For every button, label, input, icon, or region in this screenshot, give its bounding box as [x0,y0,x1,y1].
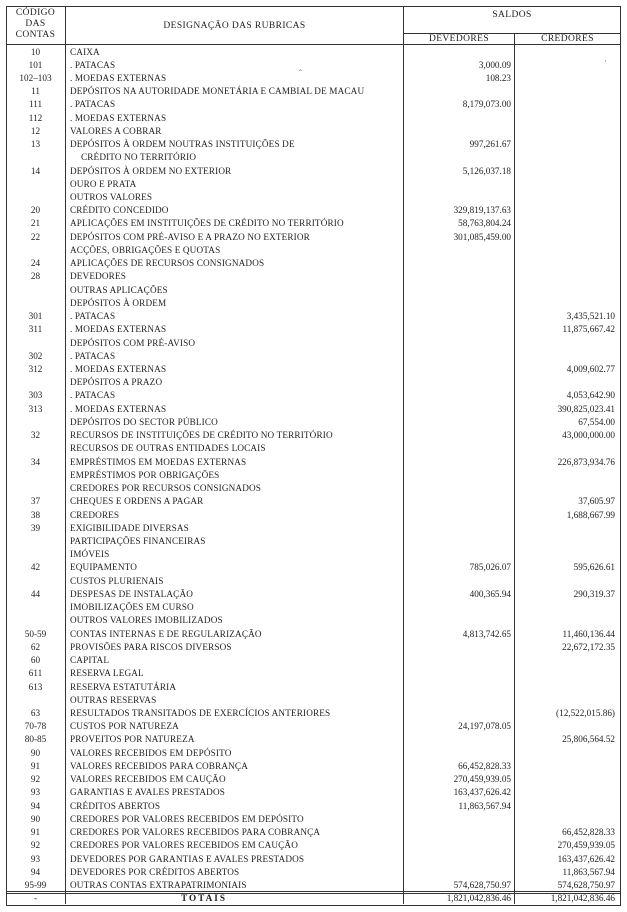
totals-label: TOTAIS [181,893,227,903]
account-designation: IMOBILIZAÇÕES EM CURSO [70,602,194,613]
account-code: 44 [30,588,41,599]
totals-code: - [33,893,38,903]
debit-balance: 108.23 [485,72,511,83]
credit-balance: 66,452,828.33 [562,827,615,838]
account-designation: CUSTOS POR NATUREZA [70,721,179,732]
code-header-line-3: CONTAS [15,30,56,40]
totals-devedores: 1,821,042,836.46 [446,893,511,903]
table-row [6,482,619,495]
account-designation: CAIXA [70,46,100,57]
table-row [6,535,619,548]
account-code: 303 [28,390,43,401]
account-designation: DEPÓSITOS À ORDEM NO EXTERIOR [70,165,232,176]
account-code: 38 [30,509,41,520]
table-row [6,839,619,852]
credit-balance: 37,605.97 [578,496,615,507]
account-designation: CRÉDITO CONCEDIDO [70,205,169,216]
table-row [6,337,619,350]
account-code: 302 [28,350,43,361]
account-designation: RECURSOS DE INSTITUIÇÕES DE CRÉDITO NO TERRITÓRIO [70,430,333,441]
account-designation: CRÉDITOS ABERTOS [70,800,161,811]
code-header [6,8,65,41]
account-code: 12 [30,125,41,136]
account-designation: OUTRAS APLICAÇÕES [70,284,168,295]
account-code: 37 [30,496,41,507]
table-row [6,866,619,879]
account-designation: VALORES A COBRAR [70,125,162,136]
scan-mark: · [604,56,607,66]
account-designation: RESERVA ESTATUTÁRIA [70,681,177,692]
account-designation: DEPÓSITOS COM PRÉ-AVISO E A PRAZO NO EXTERIOR [70,231,310,242]
account-designation: DEVEDORES POR CRÉDITOS ABERTOS [70,866,240,877]
account-code: 93 [30,787,41,798]
table-row [6,59,619,72]
credit-balance: 11,863,567.94 [562,866,615,877]
account-designation: CRÉDITO NO TERRITÓRIO [81,152,197,163]
credit-balance: 270,459,939.05 [557,840,615,851]
account-designation: OUTRAS RESERVAS [70,694,157,705]
debit-balance: 270,459,939.05 [453,774,511,785]
debit-balance: 11,863,567.94 [458,800,511,811]
account-designation: CAPITAL [70,655,110,666]
account-code: 312 [28,364,43,375]
account-code: 112 [28,112,43,123]
account-code: 14 [30,165,41,176]
code-header-line-1: CÓDIGO [15,8,56,18]
account-code: 28 [30,271,41,282]
table-row [6,403,619,416]
account-code: 32 [30,430,41,441]
account-code: 92 [30,840,41,851]
account-designation: VALORES RECEBIDOS EM DEPÓSITO [70,747,232,758]
account-designation: VALORES RECEBIDOS PARA COBRANÇA [70,760,248,771]
credit-balance: (12,522,015.86) [556,708,615,718]
table-row [6,204,619,217]
table-row [6,125,619,138]
account-designation: VALORES RECEBIDOS EM CAUÇÃO [70,774,226,785]
debit-balance: 163,437,626.42 [453,787,511,798]
account-code: 80-85 [24,734,47,745]
account-code: 20 [30,205,41,216]
table-row [6,628,619,641]
account-code: 93 [30,853,41,864]
account-designation: PROVEITOS POR NATUREZA [70,734,195,745]
credit-balance: 163,437,626.42 [557,853,615,864]
credores-header: CREDORES [541,34,594,44]
table-row [6,773,619,786]
credit-balance: 226,873,934.76 [557,456,615,467]
account-designation: IMÓVEIS [70,549,110,560]
table-row [6,654,619,667]
table-row [6,720,619,733]
account-designation: EXIGIBILIDADE DIVERSAS [70,522,189,533]
table-row [6,733,619,746]
account-code: 13 [30,139,41,150]
credit-balance: 4,053,642.90 [566,390,615,401]
table-row [6,178,619,191]
account-designation: GARANTIAS E AVALES PRESTADOS [70,787,225,798]
account-code: 91 [30,760,41,771]
table-row [6,469,619,482]
balance-sheet [6,6,621,906]
debit-balance: 8,179,073.00 [462,99,511,110]
table-row [6,363,619,376]
account-code: 34 [30,456,41,467]
table-row [6,165,619,178]
debit-balance: 5,126,037.18 [462,165,511,176]
account-designation: RECURSOS DE OUTRAS ENTIDADES LOCAIS [70,443,266,454]
debit-balance: 301,085,459.00 [453,231,511,242]
table-row [6,879,619,892]
account-designation: . PATACAS [70,390,116,401]
account-designation: PARTICIPAÇÕES FINANCEIRAS [70,536,206,546]
table-row [6,85,619,98]
table-row [6,588,619,601]
account-designation: CREDORES POR VALORES RECEBIDOS EM CAUÇÃO [70,840,298,851]
table-row [6,429,619,442]
table-row [6,297,619,310]
account-designation: . MOEDAS EXTERNAS [70,403,167,414]
account-designation: DEPÓSITOS COM PRÉ-AVISO [70,337,196,348]
account-designation: OUTROS VALORES IMOBILIZADOS [70,615,223,626]
table-row [6,244,619,257]
account-designation: DEPÓSITOS DO SECTOR PÚBLICO [70,416,218,427]
table-row [6,509,619,522]
account-designation: DEPÓSITOS À ORDEM [70,297,167,308]
table-row [6,191,619,204]
table-row [6,786,619,799]
debit-balance: 997,261.67 [469,139,511,150]
debit-balance: 329,819,137.63 [453,205,511,216]
account-code: 62 [30,641,41,652]
table-row [6,138,619,151]
credit-balance: 22,672,172.35 [562,641,615,652]
account-designation: EQUIPAMENTO [70,562,137,573]
account-code: 313 [28,403,43,414]
credit-balance: 3,435,521.10 [566,311,615,322]
table-row [6,548,619,561]
account-code: 95-99 [24,879,47,890]
account-designation: APLICAÇÕES DE RECURSOS CONSIGNADOS [70,258,265,269]
account-designation: DEPÓSITOS A PRAZO [70,377,163,388]
account-designation: . PATACAS [70,311,116,322]
table-row [6,495,619,508]
table-row [6,231,619,244]
table-row [6,284,619,297]
account-code: 39 [30,522,41,533]
debit-balance: 4,813,742.65 [462,628,511,639]
credit-balance: 1,688,667.99 [566,509,615,520]
account-designation: CREDORES POR VALORES RECEBIDOS EM DEPÓSITO [70,813,304,824]
account-designation: . PATACAS [70,99,116,110]
table-row [6,760,619,773]
account-designation: CHEQUES E ORDENS A PAGAR [70,496,204,507]
account-code: 301 [28,311,43,322]
account-code: 91 [30,827,41,838]
table-row [6,72,619,85]
account-designation: OUTRAS CONTAS EXTRAPATRIMONIAIS [70,879,247,890]
table-row [6,46,619,59]
credit-balance: 574,628,750.97 [557,879,615,890]
credit-balance: 43,000,000.00 [562,430,615,441]
credit-balance: 595,626.61 [573,562,615,573]
debit-balance: 66,452,828.33 [458,760,511,771]
table-row [6,416,619,429]
table-row [6,614,619,627]
table-row [6,151,619,164]
table-row [6,575,619,588]
account-code: 42 [30,562,41,573]
account-designation: . PATACAS [70,59,116,70]
credit-balance: 290,319.37 [573,588,615,599]
account-code: 90 [30,813,41,824]
table-row [6,694,619,707]
account-code: 92 [30,774,41,785]
account-designation: . MOEDAS EXTERNAS [70,324,167,335]
table-row [6,826,619,839]
totals-credores: 1,821,042,836.46 [550,893,615,903]
account-designation: PROVISÕES PARA RISCOS DIVERSOS [70,641,232,652]
debit-balance: 574,628,750.97 [453,879,511,890]
table-row [6,98,619,111]
account-designation: EMPRÉSTIMOS POR OBRIGAÇÕES [70,469,220,480]
account-designation: CREDORES POR RECURSOS CONSIGNADOS [70,483,262,494]
account-code: 101 [28,59,43,70]
account-designation: CREDORES [70,509,120,520]
table-row [6,456,619,469]
table-row [6,257,619,270]
account-code: 111 [28,99,43,110]
debit-balance: 58,763,804.24 [458,218,511,229]
table-row [6,747,619,760]
account-designation: . MOEDAS EXTERNAS [70,364,167,375]
code-header-line-2: DAS [25,19,46,29]
account-code: 11 [31,86,40,97]
table-row [6,270,619,283]
debit-balance: 400,365.94 [469,588,511,599]
table-row [6,601,619,614]
table-row [6,641,619,654]
account-designation: . MOEDAS EXTERNAS [70,72,167,83]
account-code: 10 [30,46,41,57]
account-code: 90 [30,747,41,758]
account-designation: RESERVA LEGAL [70,668,144,679]
account-code: 94 [30,866,41,877]
table-row [6,310,619,323]
account-code: 311 [28,324,43,335]
table-row [6,323,619,336]
account-designation: EMPRÉSTIMOS EM MOEDAS EXTERNAS [70,456,247,467]
credit-balance: 67,554.00 [578,416,615,427]
table-row [6,112,619,125]
table-row [6,800,619,813]
scan-mark: ˆ [299,68,302,78]
account-designation: DESPESAS DE INSTALAÇÃO [70,588,194,599]
account-designation: DEVEDORES [70,271,126,282]
table-row [6,707,619,720]
account-code: 70-78 [24,721,47,732]
account-code: 60 [30,655,41,666]
account-designation: OUTROS VALORES [70,192,153,203]
account-code: 102–103 [19,72,52,83]
account-designation: . PATACAS [70,350,116,361]
account-designation: RESULTADOS TRANSITADOS DE EXERCÍCIOS ANTERIORES [70,708,331,718]
credit-balance: 25,806,564.52 [562,734,615,745]
account-code: 611 [28,668,43,679]
credit-balance: 4,009,602.77 [566,364,615,375]
devedores-header: DEVEDORES [428,34,490,44]
account-designation: CONTAS INTERNAS E DE REGULARIZAÇÃO [70,628,262,639]
account-designation: ACÇÕES, OBRIGAÇÕES E QUOTAS [70,244,221,255]
account-designation: CUSTOS PLURIENAIS [70,575,164,586]
table-row [6,561,619,574]
debit-balance: 24,197,078.05 [458,721,511,732]
account-designation: APLICAÇÕES EM INSTITUIÇÕES DE CRÉDITO NO TERRITÓRIO [70,218,344,229]
table-row [6,667,619,680]
account-designation: DEVEDORES POR GARANTIAS E AVALES PRESTADOS [70,853,305,864]
account-designation: OURO E PRATA [70,178,137,189]
account-code: 94 [30,800,41,811]
table-row [6,350,619,363]
account-code: 21 [30,218,41,229]
designation-header: DESIGNAÇÃO DAS RUBRICAS [163,21,306,31]
account-code: 63 [30,708,41,718]
account-code: 22 [30,231,41,242]
table-row [6,442,619,455]
account-designation: DEPÓSITOS NA AUTORIDADE MONETÁRIA E CAMBIAL DE MACAU [70,86,365,97]
table-row [6,853,619,866]
account-code: 613 [28,681,43,692]
table-row [6,217,619,230]
account-code: 24 [30,258,41,269]
account-designation: . MOEDAS EXTERNAS [70,112,167,123]
debit-balance: 3,000.09 [478,59,511,70]
account-code: 50-59 [24,628,47,639]
saldos-header: SALDOS [492,10,532,20]
table-row [6,813,619,826]
table-row [6,522,619,535]
table-row [6,389,619,402]
account-designation: CREDORES POR VALORES RECEBIDOS PARA COBRANÇA [70,827,321,838]
debit-balance: 785,026.07 [469,562,511,573]
credit-balance: 11,460,136.44 [562,628,615,639]
totals-row [6,892,619,905]
credit-balance: 390,825,023.41 [557,403,615,414]
account-designation: DEPÓSITOS À ORDEM NOUTRAS INSTITUIÇÕES DE [70,139,295,150]
table-row [6,681,619,694]
credit-balance: 11,875,667.42 [562,324,615,335]
table-row [6,376,619,389]
